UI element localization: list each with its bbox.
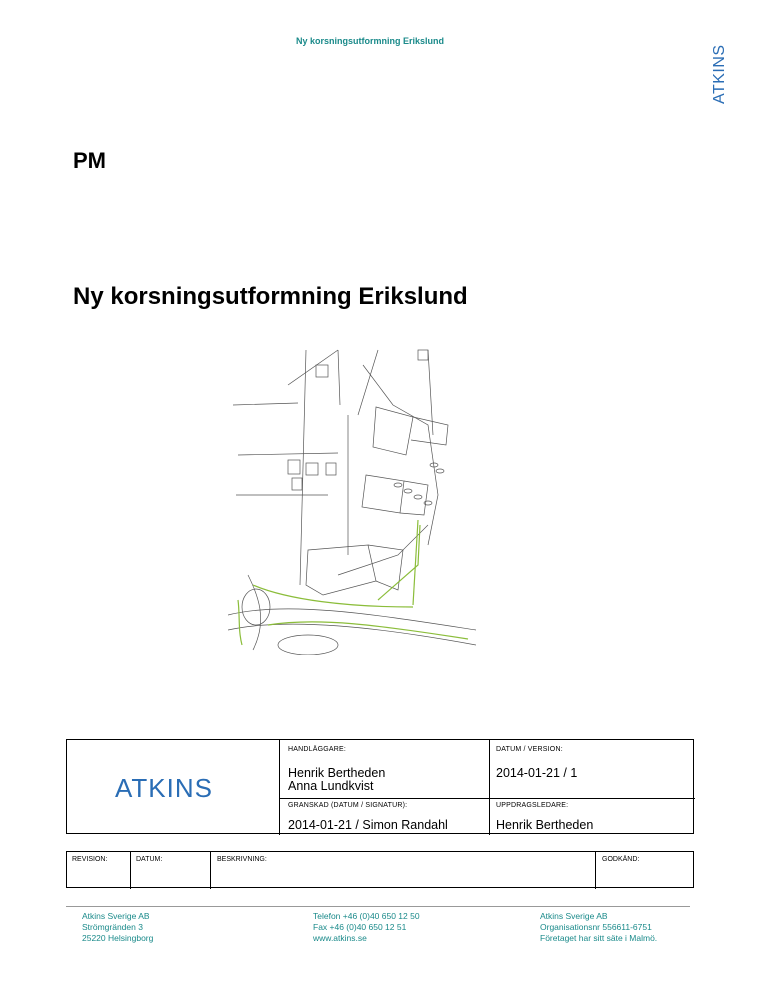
footer-phone: Telefon +46 (0)40 650 12 50 xyxy=(313,911,420,921)
footer-company-line: Atkins Sverige AB xyxy=(540,911,608,921)
footer-contact xyxy=(313,911,420,944)
atkins-logo xyxy=(115,774,241,802)
footer-address-line: Atkins Sverige AB xyxy=(82,911,150,921)
document-info-table xyxy=(66,739,694,834)
datum-version-value: 2014-01-21 / 1 xyxy=(496,766,578,780)
handlaggare-cell xyxy=(288,740,488,798)
revision-datum-label: DATUM: xyxy=(136,856,163,863)
atkins-side-logo-text: ATKINS xyxy=(711,44,728,104)
info-logo-cell xyxy=(67,740,279,835)
site-plan-sketch xyxy=(228,345,476,655)
granskad-value: 2014-01-21 / Simon Randahl xyxy=(288,818,448,832)
document-type: PM xyxy=(73,148,106,173)
handlaggare-value: Henrik Bertheden Anna Lundkvist xyxy=(288,766,386,793)
uppdragsledare-label: UPPDRAGSLEDARE: xyxy=(496,802,569,809)
footer-address xyxy=(82,911,153,944)
revision-label: REVISION: xyxy=(72,856,108,863)
beskrivning-label: BESKRIVNING: xyxy=(217,856,267,863)
handlaggare-label: HANDLÄGGARE: xyxy=(288,746,347,753)
atkins-side-logo xyxy=(702,36,732,106)
footer-divider xyxy=(66,906,690,907)
datum-version-cell xyxy=(496,740,694,798)
footer-address-line: 25220 Helsingborg xyxy=(82,933,154,943)
godkand-label: GODKÄND: xyxy=(602,856,640,863)
revision-table xyxy=(66,851,694,888)
footer-company xyxy=(540,911,657,944)
granskad-label: GRANSKAD (DATUM / SIGNATUR): xyxy=(288,802,408,809)
datum-version-label: DATUM / VERSION: xyxy=(496,746,563,753)
running-header-title: Ny korsningsutformning Erikslund xyxy=(295,36,444,46)
uppdragsledare-cell xyxy=(496,798,694,835)
footer-company-line: Organisationsnr 556611-6751 xyxy=(540,922,652,932)
document-title: Ny korsningsutformning Erikslund xyxy=(73,283,468,310)
footer-website-link[interactable]: www.atkins.se xyxy=(313,933,367,943)
atkins-logo-text: ATKINS xyxy=(115,774,213,802)
footer-address-line: Strömgränden 3 xyxy=(82,922,143,932)
uppdragsledare-value: Henrik Bertheden xyxy=(496,818,594,832)
granskad-cell xyxy=(288,798,488,835)
footer-company-line: Företaget har sitt säte i Malmö. xyxy=(540,933,658,943)
footer-fax: Fax +46 (0)40 650 12 51 xyxy=(313,922,407,932)
